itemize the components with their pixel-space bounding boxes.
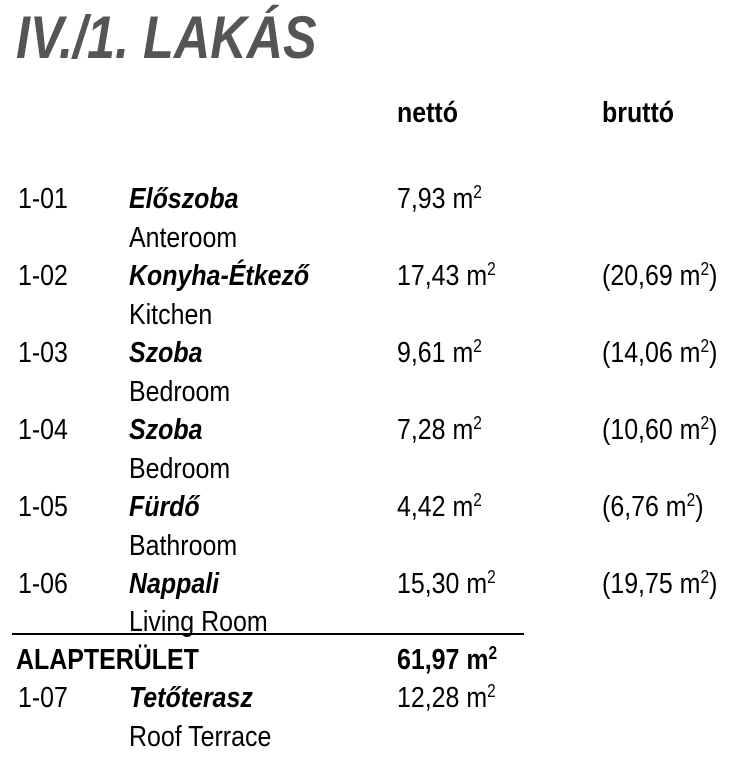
gross-column-header: bruttó [602, 97, 675, 129]
room-gross-area: (10,60 $m^2$) [602, 413, 718, 446]
room-name: Szoba [129, 414, 203, 446]
room-code: 1-01 [18, 183, 68, 215]
room-name-english: Anteroom [129, 222, 238, 254]
room-code: 1-04 [18, 414, 68, 446]
room-net-area: 7,28 $m^2$ [397, 413, 482, 446]
room-name-english: Kitchen [129, 299, 213, 331]
room-code: 1-06 [18, 568, 68, 600]
room-name: Konyha-Étkező [129, 260, 310, 292]
room-net-area: 17,43 $m^2$ [397, 259, 496, 292]
room-net-area: 12,28 $m^2$ [397, 681, 496, 714]
room-name-english: Living Room [129, 606, 268, 638]
total-divider [12, 633, 524, 635]
room-name-english: Bedroom [129, 376, 231, 408]
room-gross-area: (14,06 $m^2$) [602, 336, 718, 369]
room-name-english: Bedroom [129, 453, 231, 485]
room-net-area: 15,30 $m^2$ [397, 567, 496, 600]
room-code: 1-05 [18, 491, 68, 523]
net-column-header: nettó [397, 97, 458, 129]
room-net-area: 4,42 $m^2$ [397, 490, 482, 523]
room-name: Szoba [129, 337, 203, 369]
total-label: ALAPTERÜLET [16, 644, 199, 676]
total-net-area: 61,97 $m^2$ [397, 643, 498, 676]
room-name: Fürdő [129, 491, 200, 523]
room-name: Tetőterasz [129, 682, 253, 714]
page-title: IV./1. LAKÁS [16, 4, 317, 71]
room-name-english: Bathroom [129, 530, 238, 562]
room-code: 1-03 [18, 337, 68, 369]
room-net-area: 7,93 $m^2$ [397, 182, 482, 215]
room-code: 1-02 [18, 260, 68, 292]
room-code: 1-07 [18, 682, 68, 714]
room-name-english: Roof Terrace [129, 721, 272, 753]
room-gross-area: (20,69 $m^2$) [602, 259, 718, 292]
room-net-area: 9,61 $m^2$ [397, 336, 482, 369]
room-gross-area: (6,76 $m^2$) [602, 490, 704, 523]
room-name: Előszoba [129, 183, 239, 215]
room-name: Nappali [129, 568, 220, 600]
room-gross-area: (19,75 $m^2$) [602, 567, 718, 600]
